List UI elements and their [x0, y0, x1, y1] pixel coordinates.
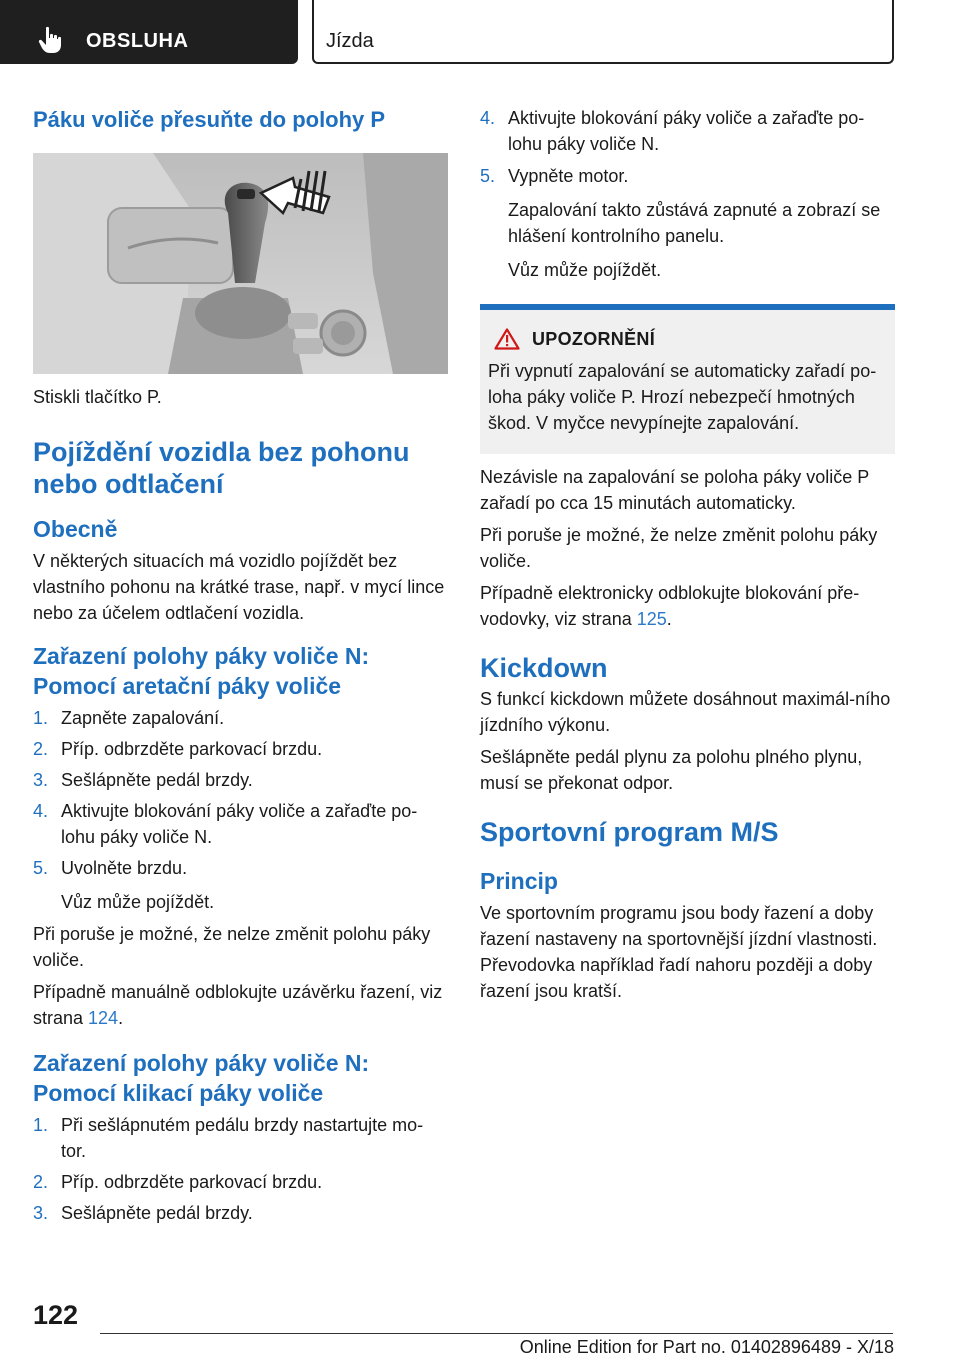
heading-lever-n-rocker: Zařazení polohy páky voliče N: Pomocí klikací páky voliče [33, 1050, 370, 1106]
section-title: Jízda [326, 30, 374, 52]
paragraph-fault: Při poruše je možné, že nelze změnit polohu páky voliče. [480, 525, 878, 571]
list-item: 5. Vypněte motor. [480, 166, 629, 186]
heading-lever-n-detent: Zařazení polohy páky voliče N: Pomocí aretační páky voliče [33, 643, 370, 699]
chapter-title: OBSLUHA [86, 30, 189, 52]
steps-lever-list [33, 705, 448, 881]
list-item: 4. Aktivujte blokování páky voliče a zařaďte po-lohu páky voliče N. [480, 108, 865, 154]
heading-kickdown: Kickdown [480, 653, 608, 683]
list-item: 1. Zapněte zapalování. [33, 708, 225, 728]
paragraph-manual-release: Případně manuálně odblokujte uzávěrku řazení, viz strana 124. [33, 982, 443, 1028]
gear-selector-illustration [33, 153, 448, 374]
page-number: 122 [33, 1300, 79, 1330]
paragraph-electronic-release: Případně elektronicky odblokujte blokování pře-vodovky, viz strana 125. [480, 583, 860, 629]
steps-continued-list [480, 105, 895, 189]
warning-triangle-icon [494, 328, 520, 350]
paragraph-fault: Při poruše je možné, že nelze změnit polohu páky voliče. [33, 924, 431, 970]
heading-park-position: Páku voliče přesuňte do polohy P [33, 107, 386, 132]
left-column [33, 96, 448, 1226]
footer-divider [100, 1333, 893, 1334]
note-vehicle-can-roll: Vůz může pojíždět. [508, 260, 662, 280]
note-vehicle-can-roll: Vůz může pojíždět. [61, 892, 215, 912]
heading-sport-program: Sportovní program M/S [480, 817, 779, 847]
list-item: 3. Sešlápněte pedál brzdy. [33, 1203, 253, 1223]
page-header [0, 0, 960, 66]
note-ignition-remains-on: Zapalování takto zůstává zapnuté a zobrazí se hlášení kontrolního panelu. [508, 200, 881, 246]
photo-caption: Stiskli tlačítko P. [33, 387, 162, 407]
page-link-124[interactable]: 124 [88, 1008, 119, 1028]
paragraph-independent: Nezávisle na zapalování se poloha páky voliče P zařadí po cca 15 minutách automaticky. [480, 467, 869, 513]
section-tab [312, 0, 894, 64]
list-item: 3. Sešlápněte pedál brzdy. [33, 770, 253, 790]
paragraph-kickdown-pedal: Sešlápněte pedál plynu za polohu plného plynu, musí se překonat odpor. [480, 747, 863, 793]
list-item: 4. Aktivujte blokování páky voliče a zařaďte po-lohu páky voliče N. [33, 801, 418, 847]
right-column [480, 96, 895, 1004]
warning-box [480, 304, 895, 454]
hand-pointer-icon [38, 26, 64, 54]
steps-rocker-list [33, 1112, 448, 1226]
gear-selector-photo [33, 153, 448, 374]
warning-header [494, 328, 887, 350]
page-link-125[interactable]: 125 [636, 609, 667, 629]
chapter-badge [0, 0, 298, 64]
paragraph-kickdown: S funkcí kickdown můžete dosáhnout maximál-ního jízdního výkonu. [480, 689, 891, 735]
paragraph-general: V některých situacích má vozidlo pojíždět bez vlastního pohonu na krátké trase, např. v mycí lince nebo za účelem odtlačení vozidla. [33, 551, 445, 623]
list-item: 1. Při sešlápnutém pedálu brzdy nastartujte mo-tor. [33, 1115, 424, 1161]
footer-edition: Online Edition for Part no. 01402896489 - X/18 [519, 1337, 894, 1357]
heading-roll-without-drive: Pojíždění vozidla bez pohonu nebo odtlačení [33, 437, 410, 499]
warning-text: Při vypnutí zapalování se automaticky zařadí po-loha páky voliče P. Hrozí nebezpečí hmotných škod. V myčce nevypínejte zapalování. [488, 361, 877, 433]
heading-principle: Princip [480, 868, 558, 894]
list-item: 2. Příp. odbrzděte parkovací brzdu. [33, 739, 323, 759]
list-item: 2. Příp. odbrzděte parkovací brzdu. [33, 1172, 323, 1192]
list-item: 5. Uvolněte brzdu. [33, 858, 188, 878]
paragraph-principle: Ve sportovním programu jsou body řazení a doby řazení nastaveny na sportovnější jízdní vlastnosti. Převodovka například řadí nahoru později a doby řazení jsou kratší. [480, 903, 878, 1001]
heading-general: Obecně [33, 516, 118, 542]
warning-title: UPOZORNĚNÍ [532, 328, 656, 349]
